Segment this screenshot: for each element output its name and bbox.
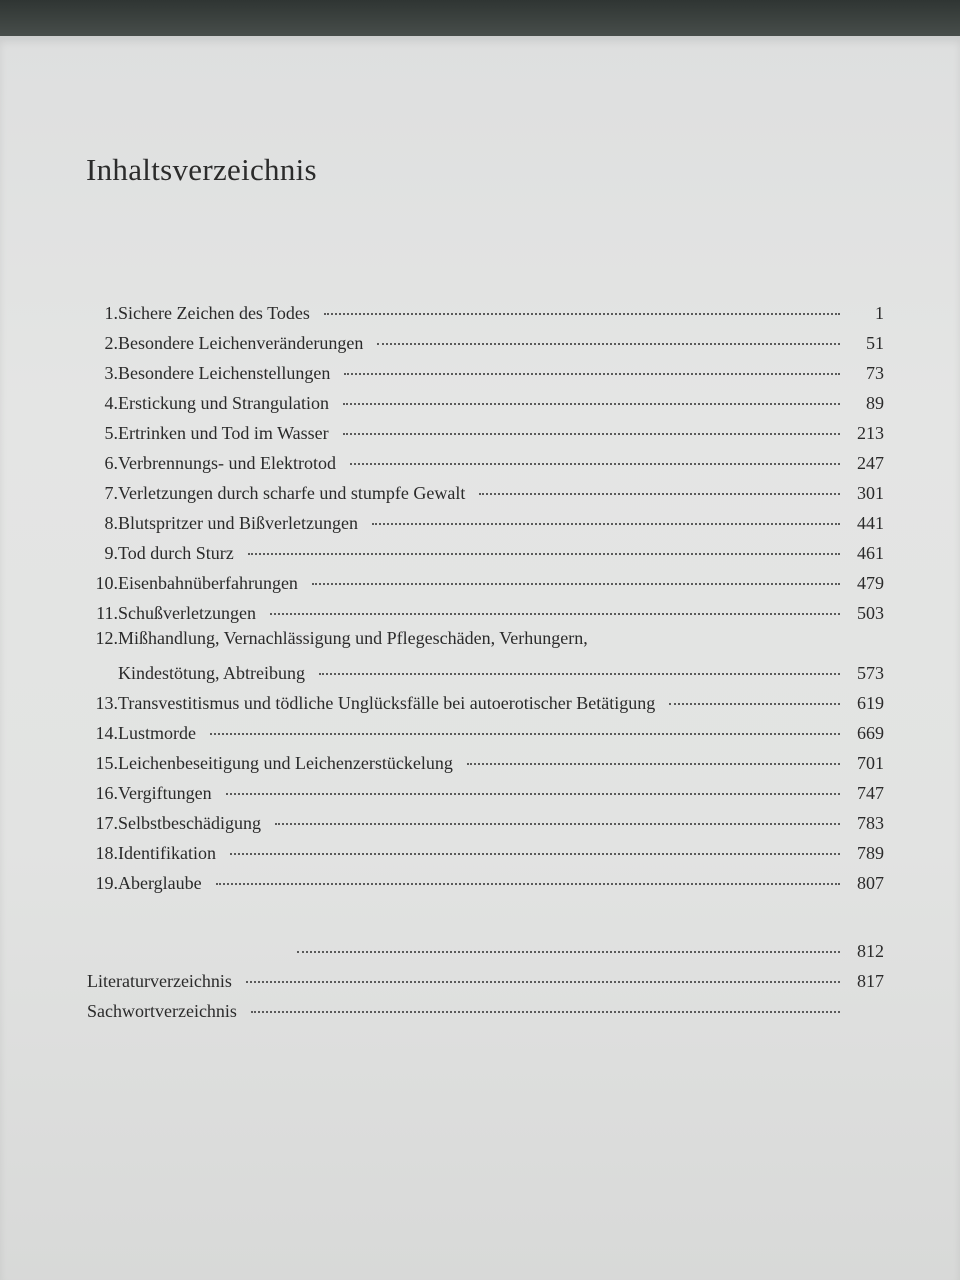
- page-number: 301: [857, 483, 884, 503]
- page-number: 807: [857, 873, 884, 893]
- leader-dots: [467, 763, 840, 765]
- toc-entry: [84, 836, 884, 866]
- page-number: 441: [857, 513, 884, 533]
- appendix-title: Literaturverzeichnis: [87, 971, 232, 991]
- toc-entry: [84, 296, 884, 326]
- appendix-entry: [84, 994, 884, 1024]
- chapter-title: Kindestötung, Abtreibung: [118, 663, 305, 683]
- chapter-number: 13.: [95, 693, 118, 713]
- chapter-number: 16.: [95, 783, 118, 803]
- chapter-title: Besondere Leichenveränderungen: [118, 333, 364, 353]
- chapter-title: Besondere Leichenstellungen: [118, 363, 331, 383]
- leader-dots: [372, 523, 840, 525]
- chapter-title: Selbstbeschädigung: [118, 813, 261, 833]
- chapter-title: Vergiftungen: [118, 783, 212, 803]
- chapter-title: Sichere Zeichen des Todes: [118, 303, 310, 323]
- page-number: 479: [857, 573, 884, 593]
- appendix-entry: [84, 934, 884, 964]
- chapter-number: 11.: [96, 603, 118, 623]
- page-number: 89: [866, 393, 884, 413]
- chapter-title: Identifikation: [118, 843, 216, 863]
- leader-dots: [319, 673, 840, 675]
- page-number: 51: [866, 333, 884, 353]
- leader-dots: [297, 951, 840, 953]
- toc-entry: [84, 326, 884, 356]
- chapter-title: Eisenbahnüberfahrungen: [118, 573, 298, 593]
- leader-dots: [343, 433, 840, 435]
- chapter-title: Transvestitismus und tödliche Unglücksfälle bei autoerotischer Betätigung: [118, 693, 656, 713]
- page-number: 817: [857, 971, 884, 991]
- chapter-number: 8.: [104, 513, 118, 533]
- toc-entry: [84, 866, 884, 896]
- chapter-title: Verletzungen durch scharfe und stumpfe Gewalt: [118, 483, 466, 503]
- chapter-title: Schußverletzungen: [118, 603, 256, 623]
- page-number: 1: [875, 303, 884, 323]
- chapter-title: Erstickung und Strangulation: [118, 393, 329, 413]
- leader-dots: [343, 403, 840, 405]
- toc-entry: [84, 446, 884, 476]
- chapter-title: Ertrinken und Tod im Wasser: [118, 423, 329, 443]
- chapter-number: 3.: [104, 363, 118, 383]
- toc-entry: [84, 506, 884, 536]
- page-number: 619: [857, 693, 884, 713]
- leader-dots: [216, 883, 840, 885]
- page-number: 213: [857, 423, 884, 443]
- section-gap: [84, 896, 884, 934]
- chapter-title: Leichenbeseitigung und Leichenzerstückelung: [118, 753, 453, 773]
- toc-entry: [84, 536, 884, 566]
- chapter-title: Lustmorde: [118, 723, 196, 743]
- chapter-number: 14.: [95, 723, 118, 743]
- page-number: 747: [857, 783, 884, 803]
- page-number: 73: [866, 363, 884, 383]
- leader-dots: [230, 853, 840, 855]
- page-number: 573: [857, 663, 884, 683]
- chapter-number: 17.: [95, 813, 118, 833]
- toc-entry: [84, 596, 884, 626]
- chapter-number: 9.: [104, 543, 118, 563]
- chapter-number: 7.: [104, 483, 118, 503]
- leader-dots: [479, 493, 840, 495]
- toc-entry: [84, 626, 884, 686]
- toc-entry: [84, 566, 884, 596]
- page-number: 247: [857, 453, 884, 473]
- leader-dots: [226, 793, 840, 795]
- chapter-number: 5.: [104, 423, 118, 443]
- leader-dots: [251, 1011, 840, 1013]
- chapter-number: 10.: [95, 573, 118, 593]
- appendix-title: Sachwortverzeichnis: [87, 1001, 237, 1021]
- leader-dots: [210, 733, 840, 735]
- chapter-number: 18.: [95, 843, 118, 863]
- page-number: 783: [857, 813, 884, 833]
- chapter-number: 1.: [104, 303, 118, 323]
- leader-dots: [377, 343, 840, 345]
- leader-dots: [246, 981, 840, 983]
- chapter-title: Verbrennungs- und Elektrotod: [118, 453, 336, 473]
- leader-dots: [312, 583, 840, 585]
- page-number: 701: [857, 753, 884, 773]
- toc-entry: [84, 746, 884, 776]
- chapter-number: 19.: [95, 873, 118, 893]
- leader-dots: [344, 373, 840, 375]
- page-number: 669: [857, 723, 884, 743]
- page-title: Inhaltsverzeichnis: [86, 152, 317, 187]
- toc-entry: [84, 686, 884, 716]
- leader-dots: [270, 613, 840, 615]
- leader-dots: [669, 703, 840, 705]
- appendix-entry: [84, 964, 884, 994]
- chapter-number: 4.: [104, 393, 118, 413]
- page-number: 503: [857, 603, 884, 623]
- page-number: 812: [857, 941, 884, 961]
- toc-entry: [84, 386, 884, 416]
- toc-entry: [84, 416, 884, 446]
- leader-dots: [324, 313, 840, 315]
- leader-dots: [350, 463, 840, 465]
- toc-entry: [84, 356, 884, 386]
- chapter-number: 15.: [95, 753, 118, 773]
- chapter-title: Tod durch Sturz: [118, 543, 234, 563]
- toc-entry: [84, 776, 884, 806]
- book-cover-edge: [0, 0, 960, 40]
- chapter-number: 6.: [104, 453, 118, 473]
- toc-entry: [84, 806, 884, 836]
- toc-entry: [84, 476, 884, 506]
- toc-entry: [84, 716, 884, 746]
- chapter-title-line1: Mißhandlung, Vernachlässigung und Pflegeschäden, Verhungern,: [118, 628, 588, 648]
- leader-dots: [248, 553, 840, 555]
- chapter-number: 12.: [95, 628, 118, 648]
- chapter-title: Blutspritzer und Bißverletzungen: [118, 513, 358, 533]
- page-number: 789: [857, 843, 884, 863]
- chapter-number: 2.: [104, 333, 118, 353]
- chapter-title: Aberglaube: [118, 873, 202, 893]
- page-number: 461: [857, 543, 884, 563]
- table-of-contents: [84, 296, 884, 1024]
- leader-dots: [275, 823, 840, 825]
